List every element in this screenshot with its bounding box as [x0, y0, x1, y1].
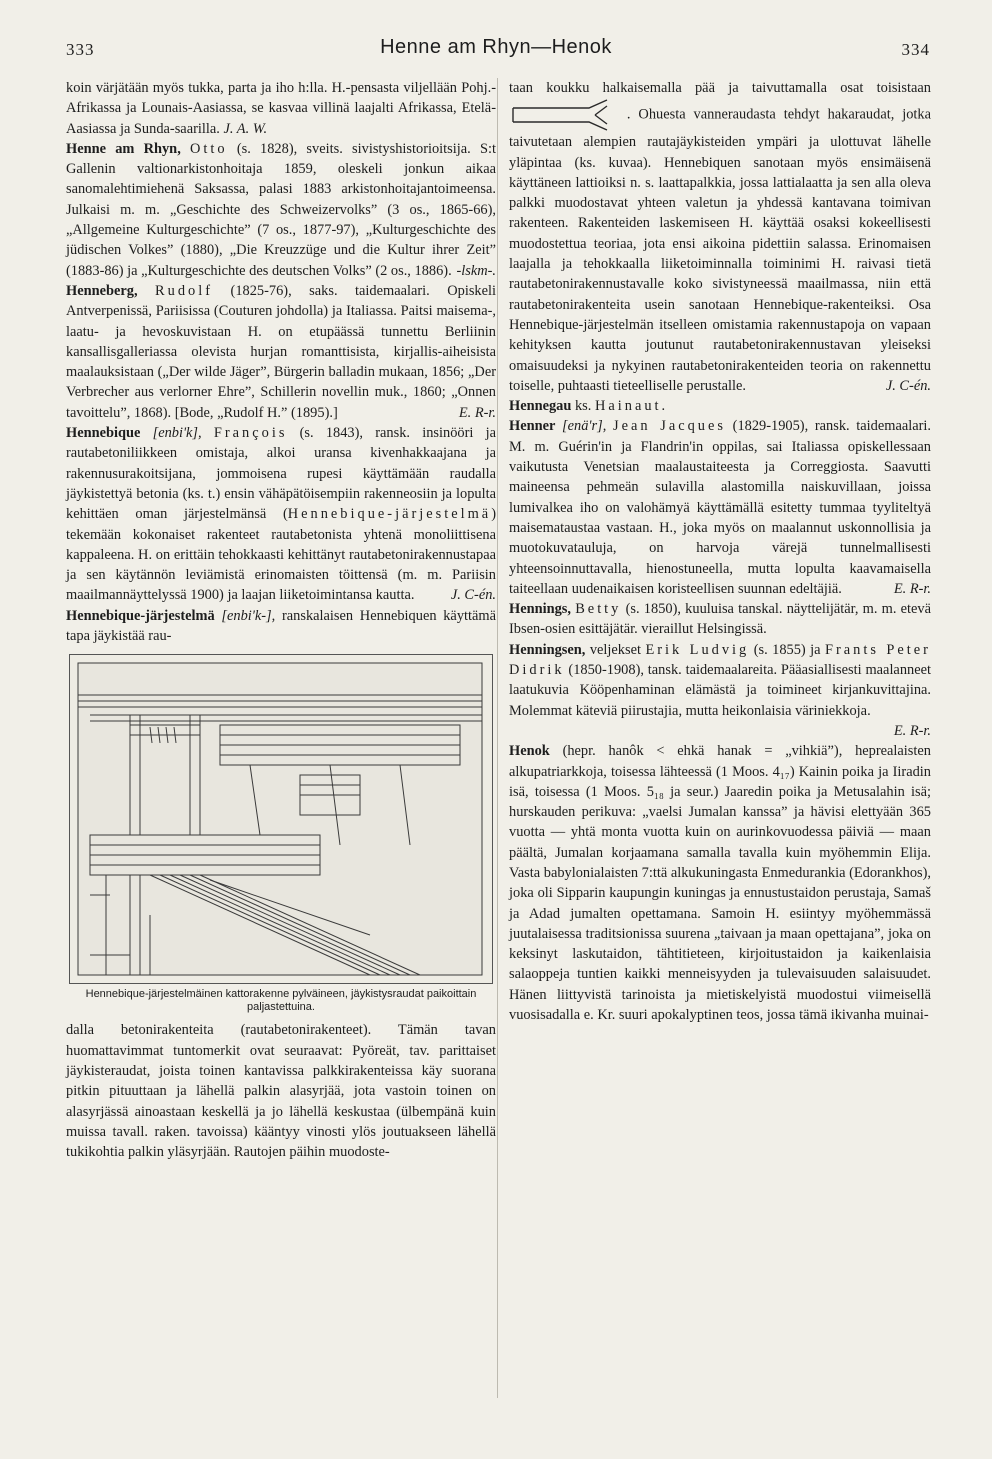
first-name: Betty	[575, 601, 622, 618]
signature: E. R-r.	[893, 580, 931, 597]
headword: Henner	[509, 418, 556, 435]
headword: Hennebique-järjestelmä	[66, 607, 215, 624]
first-name: Erik Ludvig	[645, 641, 750, 658]
signature: -lskm-.	[456, 262, 496, 279]
structure-illustration	[69, 654, 493, 984]
first-name: Rudolf	[155, 282, 214, 299]
column-divider	[497, 78, 498, 1398]
system-name: Hennebique-järjestelmä	[287, 506, 492, 523]
split-hook-icon	[509, 98, 619, 132]
headword: Hennings,	[509, 601, 571, 618]
left-column	[66, 78, 496, 1162]
running-title: Henne am Rhyn—Henok	[380, 36, 612, 58]
entry-hennebique-jarjestelma-continued: dalla betonirakenteita (rautabetonirakenteet). Tämän tavan huomattavimmat tuntomerkit ovat seuraavat: Pyöreät, tav. parittaiset jäykisteraudat, joista toinen kantavissa palkkirakenteissa käy suorana pitkin pituuttaan ja lähellä palkin alasyrjää, jota vastoin toinen on alasyrjässä ainoastaan keskellä ja jo lähellä keskustaa (ülbempänä kuin muissa tavall. raken. tavoissa) kääntyy vinosti ylös joutuakseen lähellä tukikohtia palkin yläsyrjään. Rautojen päihin muodoste-	[66, 1022, 496, 1161]
entry-hennebique-jarjestelma-end: taan koukku halkaisemalla pää ja taivuttamalla osat toisistaan . Ohuesta vanneraudasta tehdyt hakaraudat, jotka taivutetaan alempien rautajäykisteiden ympäri ja ulottuvat lähelle yläpintaa (ks. kuvaa). Hennebiquen sanotaan myös ensimäisenä käyttäneen lattioiksi n. s. laattapalkkia, jossa lattialaatta ja sen alla oleva palkki muodostavat yhteen valetun ja yhdessä kantavana toimivan rakenteen. Rakenteiden laskemiseen H. käyttää osaksi kokeellisesti muodostettua teoriaa, jota ensi aikoina pidettiin salassa. Erinomaisen laajalla ja tehokkaalla liiketoiminnalla toiminimi H. raivasi tietä rautabetonirakennustavalle koko sivistyneessä maailmassa, niin että rautabetonirakenteita usein sanotaan Hennebique-rakenteiksi. Osa Hennebique-järjestelmän itselleen omistamia rakennustapoja on vapaan kehityksen kautta joutunut rautabetonirakennustavan yleiseksi omaisuudeksi ja nykyinen rautabetonirakenteiden teoria on rakennettu toiselle, puhtaasti tieteelliselle perustalle. J. C-én.	[509, 78, 931, 396]
entry-henner: Henner [enä'r], Jean Jacques (1829-1905), ransk. taidemaalari. M. m. Guérin'in ja Flandrin'in oppilas, sai Italiassa opiskellessaan vaikutusta Venetsian maalaustaiteesta ja Correggiosta. Saavutti maineensa pehmeän sulavilla alastomilla naiskuvillaan, joissa lumivalkea iho on valohämyä käyttämällä esitetty tummaa tyyliteltyä maisemataustaa vastaan. H., joka myös on maalannut uskonnollisia ja muotokuvatauluja, on harvoja värejä tunnelmallisesti yhteensoinnuttavalla, hienostuneella, mutta lopulta kaavamaisella taiteellaan uudenaikaisen koristeellisen suunnan edeltäjiä. E. R-r.	[509, 416, 931, 599]
headword: Henok	[509, 743, 550, 760]
first-name: Jean Jacques	[612, 418, 726, 435]
entry-henne-am-rhyn: Henne am Rhyn, Otto (s. 1828), sveits. sivistyshistorioitsija. S:t Gallenin valtionarkistonhoitaja 1859, oleskeli jonkun aikaa sanomalehtimiehenä Saksassa, palasi 1883 arkistonhoitajantoimeensa. Julkaisi m. m. „Geschichte des Schweizervolks” (3 os., 1865-66), „Allgemeine Kulturgeschichte” (7 os., 1877-97), „Kulturgeschichte des jüdischen Volkes” (1880), „Die Kreuzzüge und die Kultur ihrer Zeit” (1883-86) ja „Kulturgeschichte des deutschen Volks” (2 os., 1886). -lskm-.	[66, 139, 496, 281]
figure-hennebique-structure	[66, 654, 496, 1014]
signature: E. R-r.	[893, 722, 931, 739]
right-column	[509, 78, 931, 1025]
headword: Hennegau	[509, 398, 572, 415]
signature: E. R-r.	[458, 404, 496, 421]
entry-henneberg: Henneberg, Rudolf (1825-76), saks. taidemaalari. Opiskeli Antverpenissä, Pariisissa (Couturen johdolla) ja Italiassa. Paitsi maisema-, laatu- ja hevoskuvistaan H. on etupäässä tunnettu Berliinin kansallisgalleriassa olevista hurjan romanttisista, kirjallis-aiheisista maalauksistaan („Der wilde Jäger”, Bürgerin balladin mukaan, 1856; „Der Verbrecher aus verlorner Ehre”, Schillerin novellin muk., 1860; „Onnen tavoittelu”, 1868). [Bode, „Rudolf H.” (1895).] E. R-r.	[66, 281, 496, 423]
page-header	[0, 0, 992, 75]
first-name: Otto	[190, 140, 228, 157]
first-name: Frants Peter Didrik	[509, 641, 931, 679]
signature: J. C-én.	[450, 587, 496, 604]
pronunciation: [enä'r],	[562, 418, 607, 435]
signature: J. A. W.	[223, 120, 268, 137]
signature: J. C-én.	[885, 377, 931, 394]
entry-hennings: Hennings, Betty (s. 1850), kuuluisa tanskal. näyttelijätär, m. m. etevä Ibsen-osien esittäjätär. vieraillut Helsingissä.	[509, 601, 931, 638]
entry-hennegau: Hennegau ks. Hainaut.	[509, 398, 669, 415]
page-number-right: 334	[901, 40, 930, 59]
entry-henna-continued: koin värjätään myös tukka, parta ja iho h:lla. H.-pensasta viljellään Pohj.-Afrikassa ja Lounais-Aasiassa, se kasvaa villinä laajalti Afrikassa, Etelä-Aasiassa ja Sunda-saarilla. J. A. W.	[66, 80, 496, 137]
figure-caption: Hennebique-järjestelmäinen kattorakenne pylväineen, jäykistysraudat paikoittain paljastettuina.	[85, 988, 477, 1014]
entry-henningsen: Henningsen, veljekset Erik Ludvig (s. 1855) ja Frants Peter Didrik (1850-1908), tansk. taidemaalareita. Pääasiallisesti maalanneet laatukuvia Kööpenhaminan elämästä ja toimineet kirjankuvittajina. Molemmat käteviä piirustajia, mutta heikonlaisia väriniekkoja. E. R-r.	[509, 640, 931, 741]
page-number-left: 333	[66, 40, 95, 59]
cross-reference: Hainaut.	[595, 398, 669, 415]
headword: Hennebique	[66, 425, 141, 442]
entry-henok: Henok (hepr. hanôk < ehkä hanak = „vihkiä”), heprealaisten alkupatriarkkoja, toisessa lähteessä (1 Moos. 4₁₇) Kainin poika ja Iiradin isä, toisessa (1 Moos. 5₁₈ ja seur.) Jaaredin poika ja Metusalahin isä; hurskauden perikuva: „vaelsi Jumalan kanssa” ja hävisi elettyään 365 vuotta — yhtä monta vuotta kuin on aurinkovuodessa päiviä — maan päältä, Jumalan korjaamana samalla tavalla kuin myöhemmin Elija. Vasta babylonialaisten 7:ttä alkukuningasta Enmedurankia (Edorankhos), joka oli Sipparin kaupungin kuningas ja ennustustaidon perustaja, Samaš ja Adad jumalten opettamana. Samoin H. esiintyy myöhemmässä juutalaisessa traditsionissa suurena „taivaan ja maan opettajana”, joka on keksinyt laskutaidon, tähtitieteen, kirjoitustaidon ja kaikenlaisia salaoppeja tuntien kaikki menneisyyden ja tulevaisuuden salaisuudet. Hänen liittyvistä tarinoista ja mietiskelyistä muodostui viimeisellä vuosisadalla e. Kr. suuri apokalyptinen teos, jossa tämä ikivanha muinai-	[509, 743, 932, 1024]
entry-hennebique: Hennebique [enbi'k], François (s. 1843), ransk. insinööri ja rautabetoniliikkeen omistaja, alkoi uransa kivenhakkaajana ja rakennusurakoitsijana, jommoisena rupesi käyttämään raudalla jäykistettyä betonia (ks. t.) ensin vähäpätöisempiin rakenneosiin ja lopulta kehittäen oman järjestelmänsä (Hennebique-järjestelmä) tekemään kokonaiset rakenteet rautabetonista yhtenä monoliittisena kappaleena. H. on erittäin tehokkaasti kehittänyt rautabetonirakennustapaa ja sen käytännön leviämistä erinomaisten töittensä (m. m. Pariisin maailmannäyttelyssä 1900) ja laajan liiketoimintansa kautta. J. C-én.	[66, 423, 496, 606]
headword: Henneberg,	[66, 282, 138, 299]
entry-hennebique-jarjestelma: Hennebique-järjestelmä [enbi'k-], ranskalaisen Hennebiquen käyttämä tapa jäykistää rau-	[66, 607, 496, 645]
engineering-drawing	[70, 655, 492, 983]
pronunciation: [enbi'k],	[152, 425, 202, 442]
headword: Henne am Rhyn,	[66, 140, 181, 157]
first-name: François	[213, 425, 288, 442]
pronunciation: [enbi'k-],	[221, 607, 276, 624]
headword: Henningsen,	[509, 641, 586, 658]
